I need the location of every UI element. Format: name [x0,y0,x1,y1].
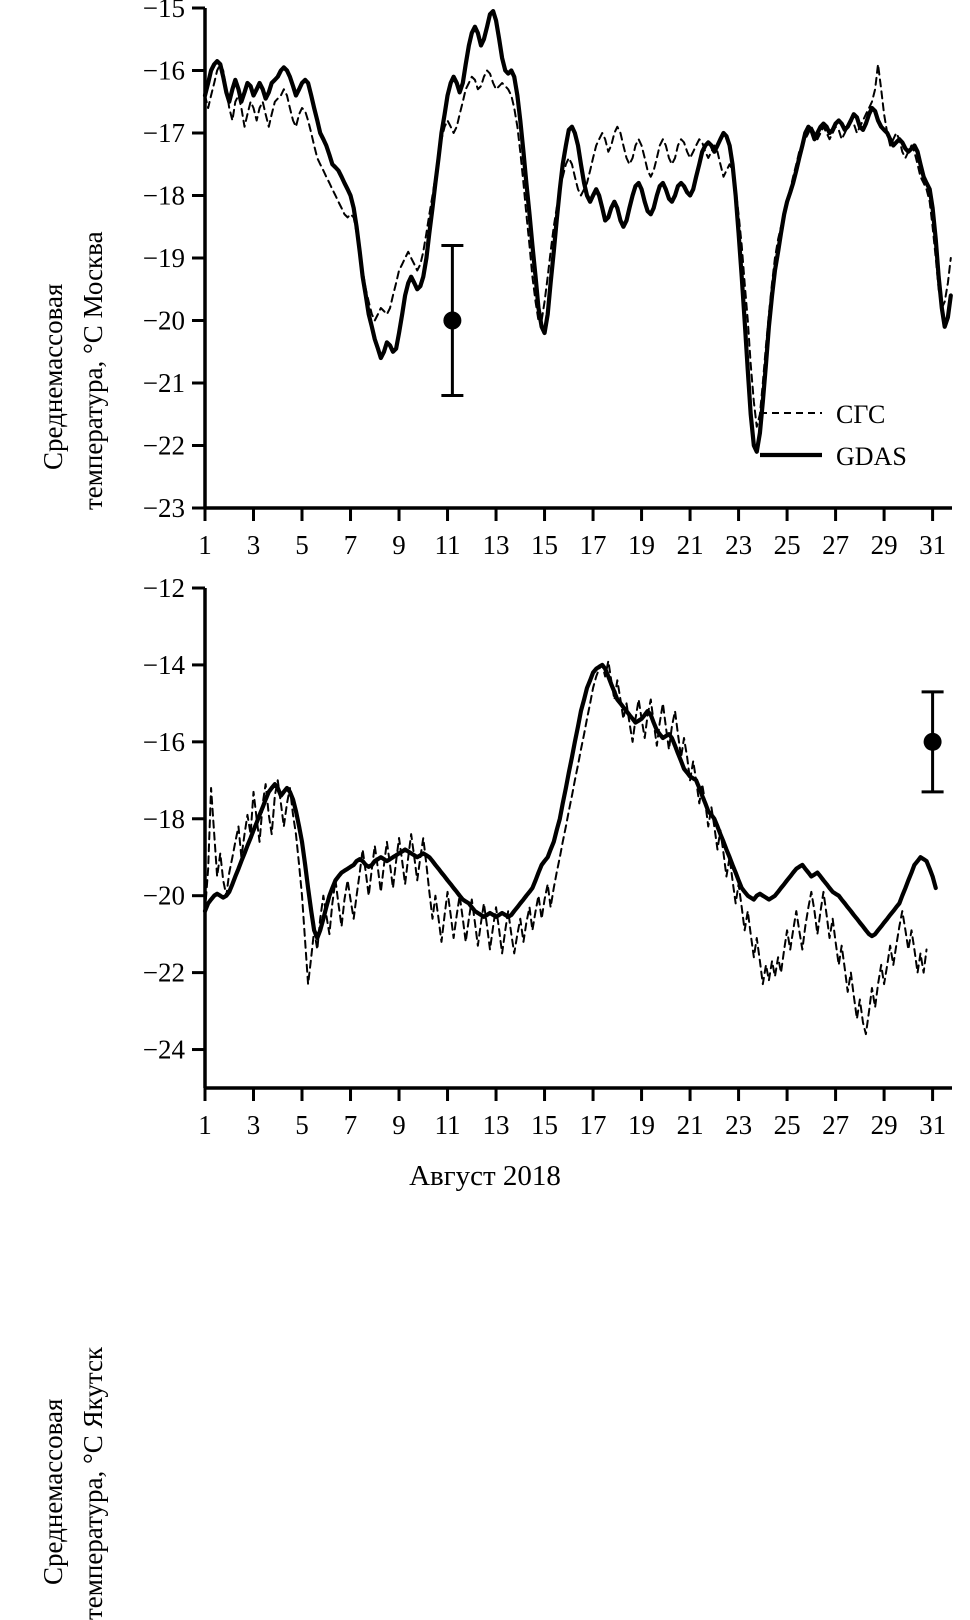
x-tick-label: 29 [870,530,898,560]
y-tick-label: −20 [142,305,185,336]
x-tick-label: 19 [628,530,656,560]
series-сгс [205,661,927,1034]
x-tick-label: 9 [392,1110,406,1140]
y-tick-label: −14 [142,649,185,680]
y-tick-label: −19 [142,243,185,273]
x-tick-label: 15 [531,530,559,560]
x-tick-label: 25 [773,1110,801,1140]
panel-yakutsk-ylabel-line2: температура, °C Якутск [78,1346,108,1620]
x-tick-label: 1 [198,530,212,560]
y-tick-label: −20 [142,880,185,911]
y-tick-label: −12 [142,573,185,603]
xaxis-title: Август 2018 [409,1160,561,1192]
x-tick-label: 1 [198,1110,212,1140]
y-tick-label: −23 [142,493,185,523]
panel-moscow-ylabel-line1: Среднемассовая [38,283,68,470]
panel-moscow [0,0,970,560]
x-tick-label: 9 [392,530,406,560]
x-tick-label: 29 [870,1110,898,1140]
x-tick-label: 5 [295,1110,309,1140]
x-tick-label: 23 [725,1110,753,1140]
x-tick-label: 31 [919,1110,947,1140]
x-tick-label: 5 [295,530,309,560]
y-tick-label: −24 [142,1034,185,1065]
y-tick-label: −22 [142,957,185,988]
errorbar-marker [924,733,942,751]
x-tick-label: 21 [676,1110,704,1140]
x-tick-label: 19 [628,1110,656,1140]
y-tick-label: −18 [142,803,185,834]
x-tick-label: 7 [343,1110,358,1140]
x-tick-label: 27 [822,1110,850,1140]
x-tick-label: 13 [482,1110,510,1140]
x-tick-label: 17 [579,1110,607,1140]
panel-moscow-plot [0,0,970,560]
x-tick-label: 11 [434,530,461,560]
y-tick-label: −18 [142,180,185,211]
x-tick-label: 27 [822,530,850,560]
y-tick-label: −16 [142,55,185,86]
panel-yakutsk-plot [0,560,970,1160]
x-tick-label: 23 [725,530,753,560]
x-tick-label: 3 [246,1110,261,1140]
legend-label-sgs: СГС [836,400,886,429]
y-tick-label: −16 [142,726,185,757]
errorbar-marker [443,312,461,330]
x-tick-label: 31 [919,530,947,560]
x-tick-label: 7 [343,530,358,560]
y-tick-label: −17 [142,118,185,148]
legend-label-gdas: GDAS [836,442,907,471]
x-tick-label: 15 [531,1110,559,1140]
y-tick-label: −21 [142,368,185,398]
x-tick-label: 17 [579,530,607,560]
series-gdas [205,11,951,452]
panel-yakutsk-ylabel-line1: Среднемассовая [38,1398,68,1585]
panel-moscow-ylabel-line2: температура, °C Москва [78,231,108,510]
y-tick-label: −22 [142,430,185,461]
x-tick-label: 21 [676,530,704,560]
x-tick-label: 25 [773,530,801,560]
x-tick-label: 13 [482,530,510,560]
y-tick-label: −15 [142,0,185,23]
x-tick-label: 3 [246,530,261,560]
x-tick-label: 11 [434,1110,461,1140]
